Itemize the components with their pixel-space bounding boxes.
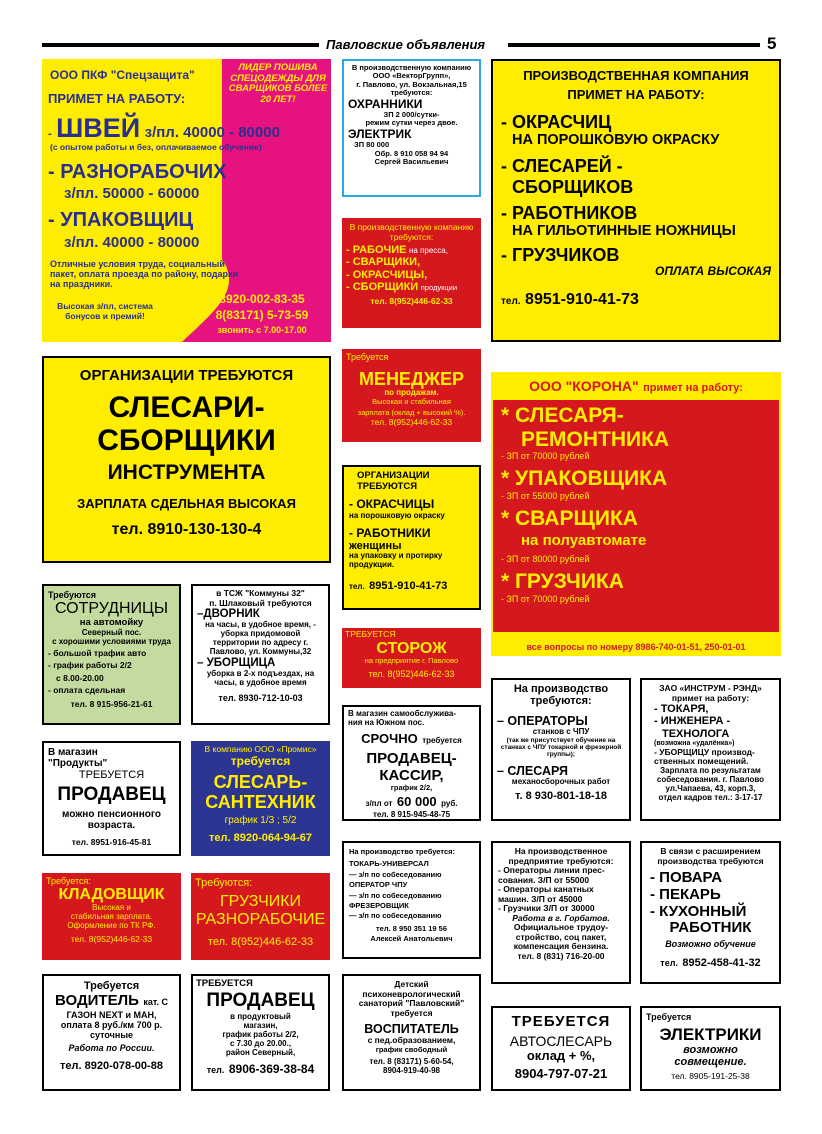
text-line: В магазин: [48, 747, 98, 758]
phone: 8904-797-07-21: [514, 1066, 608, 1082]
job-title: * УПАКОВЩИКА: [501, 467, 668, 491]
heading: ПРИМЕТ НА РАБОТУ:: [567, 86, 705, 102]
ad-gorbatov: [491, 841, 631, 984]
text-line: В производственную компанию требуются:: [349, 222, 474, 242]
job-title: КЛАДОВЩИК: [58, 886, 165, 904]
upakovshchits-pay: з/пл. 40000 - 80000: [64, 234, 200, 251]
text-line: стабильная зарплата.: [70, 911, 153, 921]
text-line: ТРЕБУЕТСЯ: [196, 978, 253, 989]
job-title: ВОДИТЕЛЬ кат. С: [55, 992, 168, 1010]
job-title: - СЛЕСАРЕЙ -: [501, 156, 623, 177]
phone: тел. 8951-910-41-73: [501, 290, 639, 308]
job-title: – СЛЕСАРЯ: [497, 764, 569, 779]
ad-elektriki: [640, 1006, 781, 1091]
job-title: САНТЕХНИК: [205, 792, 316, 813]
bonus-text: Высокая з/пл, система бонусов и премий!: [57, 301, 153, 321]
job-detail: ИНСТРУМЕНТА: [107, 460, 266, 484]
job-title: * ГРУЗЧИКА: [501, 570, 624, 594]
list-item: с 8.00-20.00: [56, 672, 104, 683]
pay: - ЗП от 55000 рублей: [501, 490, 590, 501]
list-item: сования. З/П от 55000: [498, 874, 590, 885]
schedule: график 2/2,: [390, 783, 433, 793]
job-title: - ОКРАСЧИЦЫ: [349, 497, 435, 512]
text-line: Работа по России.: [68, 1043, 155, 1054]
heading: ОРГАНИЗАЦИИ: [357, 470, 430, 481]
list-item: - оплата сдельная: [48, 685, 126, 696]
text-line: ТРЕБУЕТСЯ: [511, 1013, 611, 1030]
text-line: В производственную компанию: [351, 63, 472, 72]
phone: тел. 8 (831) 716-20-00: [517, 950, 605, 961]
phone: тел. 8(952)446-62-33: [368, 668, 455, 679]
leader-slogan: ЛИДЕР ПОШИВА СПЕЦОДЕЖДЫ ДЛЯ СВАРЩИКОВ БОЛЕЕ 20 ЛЕТ!: [228, 62, 328, 105]
text-line: требуется: [230, 753, 291, 768]
text-line: график работы 2/2,: [222, 1029, 299, 1039]
list-item: машин. З/П от 45000: [498, 893, 583, 904]
job-raznorabochikh: - РАЗНОРАБОЧИХ: [48, 161, 227, 183]
job-title: * СВАРЩИКА: [501, 506, 638, 530]
text-line: магазин,: [243, 1020, 278, 1030]
text-line: требуется: [390, 1007, 433, 1018]
text-line: на автомойку: [79, 616, 144, 628]
text-line: режим сутки через двое.: [365, 118, 458, 128]
text-line: "Продукты": [48, 758, 108, 770]
phone: тел. 8930-712-10-03: [218, 692, 303, 703]
job-title: * СЛЕСАРЯ-: [501, 404, 624, 427]
phone-2: 8(83171) 5-73-59: [215, 308, 309, 322]
text-line: с хорошими условиями труда: [52, 636, 171, 646]
text-line: с пед.образованием,: [367, 1035, 456, 1046]
ad-prodavec-kassir: [342, 705, 481, 821]
job-title: СБОРЩИКИ: [97, 424, 276, 458]
job-title: - ОКРАСЧИЦ: [501, 112, 612, 133]
text-line: требуются:: [390, 88, 433, 98]
job-upakovshchits: - УПАКОВЩИЦ: [48, 209, 194, 231]
text-line: требуются:: [530, 695, 592, 708]
job-detail: (так же присутствует обучение на станках с ЧПУ токарной и фрезерной группы);: [500, 736, 622, 759]
job-shvey: - ШВЕЙ з/пл. 40000 - 80000: [48, 113, 280, 143]
contact: Обр. 8 910 058 94 94: [374, 148, 449, 158]
note: Зарплата по результатам собеседования. г. Павлово ул.Чапаева, 43, корп.3,: [656, 765, 765, 793]
ad-tszh: [191, 584, 330, 725]
job-title: – УБОРЩИЦА: [197, 656, 276, 669]
text-line: психоневрологический: [362, 988, 461, 999]
ad-promis: [191, 741, 330, 856]
text-line: суточные: [89, 1030, 134, 1041]
list-item: ТЕХНОЛОГА: [662, 727, 730, 740]
job-line: - СВАРЩИКИ,: [346, 256, 421, 269]
ad-sanatorium: [342, 974, 481, 1091]
job-detail: уборка в 2-х подъездах, на часы, в удобное время: [206, 668, 315, 687]
phone: т. 8 930-801-18-18: [515, 790, 607, 803]
job-title: РАЗНОРАБОЧИЕ: [195, 911, 326, 929]
ad-korona: [491, 372, 781, 656]
phone: тел. 8920-078-00-88: [60, 1059, 163, 1072]
text-line: В магазин самообслужива-: [348, 709, 456, 718]
phone: тел. 8 915-956-21-61: [70, 698, 153, 709]
phone: тел. 8(952)446-62-33: [370, 416, 453, 427]
job-title: СЛЕСАРИ-: [108, 390, 265, 424]
phone-1: 8920-002-83-35: [219, 292, 305, 306]
text-line: совмещение.: [674, 1056, 747, 1069]
text-line: зарплата (оклад + высокий %).: [357, 407, 466, 417]
phone: отдел кадров тел.: 3-17-17: [658, 792, 763, 802]
ad-prodavec-severny: [191, 974, 330, 1091]
call-hours: звонить с 7.00-17.00: [217, 325, 307, 335]
text-line: г. Павлово, ул. Вокзальная,15: [356, 79, 467, 89]
text-line: В компанию ООО «Промис»: [204, 744, 317, 754]
pay: - ЗП от 70000 рублей: [501, 593, 590, 604]
text-line: Требуются: [48, 590, 96, 600]
heading: ТРЕБУЮТСЯ: [357, 480, 418, 492]
ad-instrum-rend: [640, 678, 781, 821]
ad-storozh: [342, 628, 481, 688]
text-line: На производство: [513, 683, 609, 695]
text-line: Высокая и: [92, 902, 131, 912]
text-line: район Северный,: [225, 1047, 296, 1057]
text-line: На производство требуется:: [349, 847, 456, 856]
text-line: п. Шлаковый требуются: [209, 597, 312, 608]
job-detail: станков с ЧПУ: [532, 726, 590, 736]
list-item: - ПЕКАРЬ: [650, 885, 721, 903]
text-line: производства требуются: [657, 855, 764, 866]
job-title: ПРОДАВЕЦ-: [366, 749, 457, 767]
korona-contact-bar: [493, 632, 779, 654]
job-detail: НА ГИЛЬОТИННЫЕ НОЖНИЦЫ: [512, 222, 736, 239]
phone: тел. 8(952)446-62-33: [207, 936, 314, 949]
phone: тел. 8 950 351 19 56: [376, 923, 447, 933]
job-title: ЭЛЕКТРИК: [348, 126, 412, 141]
text-line: Северный пос.: [81, 627, 142, 637]
korona-head-bar: [493, 374, 779, 400]
text-line: в продуктовый: [230, 1011, 291, 1021]
job-title: АВТОСЛЕСАРЬ: [509, 1032, 613, 1049]
ad-povara: [640, 841, 781, 984]
job-title: КАССИР,: [379, 766, 444, 784]
text-line: примет на работу:: [671, 692, 750, 703]
text-line: ЗАО «ИНСТРУМ - РЭНД»: [659, 683, 762, 693]
pay: - ЗП от 80000 рублей: [501, 554, 590, 565]
text-line: Требуется:: [46, 876, 91, 886]
ad-gruzchiki: [191, 873, 330, 960]
list-item: - большой трафик авто: [48, 647, 147, 658]
list-item: - Операторы линии прес-: [498, 865, 605, 876]
list-item: - КУХОННЫЙ: [650, 902, 747, 920]
list-item: - ПОВАРА: [650, 869, 723, 887]
list-item: - УБОРЩИЦУ производ-: [654, 746, 755, 757]
ad-spetszashchita: [42, 59, 331, 342]
job-title: - РАБОТНИКОВ: [501, 202, 638, 223]
job-detail: механосборочных работ: [511, 777, 611, 787]
job-detail: на упаковку и протирку продукции.: [349, 551, 443, 570]
raznorabochikh-pay: з/пл. 50000 - 60000: [64, 185, 200, 202]
text-line: оплата 8 руб./км 700 р.: [60, 1020, 163, 1031]
job-line: - РАБОЧИЕ на пресса,: [346, 244, 448, 257]
text-line: с 7.30 до 20.00.,: [229, 1038, 292, 1048]
job-title: ЭЛЕКТРИКИ: [659, 1025, 762, 1045]
job-title: МЕНЕДЖЕР: [358, 369, 465, 390]
list-item: ственных помещений.: [654, 756, 749, 767]
text-line: по продажам.: [384, 388, 439, 398]
job-title: – ОПЕРАТОРЫ: [497, 713, 588, 728]
list-item: ТОКАРЬ-УНИВЕРСАЛ: [349, 859, 429, 869]
ad-magazin-produkty: [42, 741, 181, 856]
job-title: СБОРЩИКОВ: [512, 176, 634, 197]
text-line: ЗП 80 000: [354, 140, 390, 150]
hire-heading: ПРИМЕТ НА РАБОТУ:: [48, 91, 186, 106]
ad-red-workers: [342, 218, 481, 328]
text-line: санаторий "Павловский": [358, 998, 465, 1009]
ad-voditel: [42, 974, 181, 1091]
text-line: предприятие требуются:: [508, 855, 614, 866]
ad-kladovshik: [42, 873, 181, 960]
job-detail: НА ПОРОШКОВУЮ ОКРАСКУ: [512, 132, 720, 149]
pay: - ЗП от 70000 рублей: [501, 451, 590, 462]
phone: тел. 8951-916-45-81: [71, 837, 152, 848]
phone: тел. 8905-191-25-38: [671, 1070, 750, 1081]
list-item: - график работы 2/2: [48, 660, 132, 671]
company-name: ООО ПКФ "Спецзащита": [50, 68, 195, 82]
job-title: РЕМОНТНИКА: [521, 427, 670, 451]
job-line: - ОКРАСЧИЦЫ,: [346, 268, 428, 281]
note: Возможно обучение: [665, 939, 756, 950]
text-line: Высокая и стабильная: [372, 397, 451, 407]
list-item: РАБОТНИК: [669, 919, 752, 937]
text-line: В связи с расширением: [660, 846, 761, 856]
job-title: ПРОДАВЕЦ: [57, 783, 166, 805]
job-detail: на порошковую окраску: [349, 510, 445, 520]
phone: тел. 8910-130-130-4: [111, 521, 262, 539]
job-title: СЛЕСАРЬ-: [213, 771, 308, 792]
schedule: график 1/3 ; 5/2: [224, 815, 297, 827]
text-line: ния на Южном пос.: [348, 717, 425, 727]
text-line: СРОЧНО требуется: [361, 730, 462, 746]
list-item: - ИНЖЕНЕРА -: [654, 715, 731, 728]
ad-sotrudnitsy: [42, 584, 181, 725]
ad-avtoslesar: [491, 1006, 631, 1091]
page-number: 5: [767, 34, 777, 53]
pay: ОПЛАТА ВЫСОКАЯ: [655, 264, 771, 279]
phone: тел. 8 (83171) 5-60-54,: [369, 1056, 454, 1066]
job-title: - ГРУЗЧИКОВ: [501, 245, 620, 266]
job-detail: женщины: [349, 540, 402, 553]
list-item: - Грузчики З/П от 30000: [498, 903, 595, 914]
phone: 8904-919-40-98: [383, 1065, 440, 1075]
job-title: –ДВОРНИК: [197, 608, 260, 621]
text-line: Детский: [394, 979, 429, 989]
pay: оклад + %,: [526, 1048, 596, 1064]
ad-operators-chpu: [491, 678, 631, 821]
job-title: ВОСПИТАТЕЛЬ: [364, 1022, 459, 1037]
pay: ЗАРПЛАТА СДЕЛЬНАЯ ВЫСОКАЯ: [77, 495, 296, 511]
text-line: можно пенсионного: [61, 808, 162, 820]
list-item: — з/п по собеседованию: [349, 911, 442, 921]
job-title: СТОРОЖ: [376, 639, 447, 657]
phone: тел. 8(952)446-62-33: [70, 933, 153, 944]
job-title: ГРУЗЧИКИ: [219, 893, 302, 911]
phone: тел. 8(952)446-62-33: [370, 296, 453, 307]
person: Сергей Васильевич: [374, 157, 449, 166]
ad-tokar-universal: [342, 841, 481, 959]
text-line: Требуются:: [195, 877, 253, 889]
hire-heading: примет на работу:: [643, 382, 743, 394]
text-line: ООО «ВекторГрупп»,: [372, 71, 451, 81]
text-line: на предприятие г. Павлово: [364, 656, 459, 666]
text-line: компенсация бензина.: [513, 941, 609, 952]
ad-slesari-sborshchiki: [42, 356, 331, 563]
list-item: - ТОКАРЯ,: [654, 703, 709, 716]
shvey-note: (с опытом работы и без, оплачиваемое обучение): [50, 142, 262, 152]
list-item: ОПЕРАТОР ЧПУ: [349, 880, 408, 890]
contact: все вопросы по номеру 8986-740-01-51, 250-01-01: [526, 642, 746, 652]
header-rule-left: [42, 43, 319, 47]
list-item: (возможна «удалёнка»): [654, 739, 735, 747]
list-item: — з/п по собеседованию: [349, 890, 442, 900]
text-line: Оформление по ТК РФ.: [67, 920, 156, 930]
job-title: ПРОДАВЕЦ: [206, 989, 315, 1011]
ad-manager: [342, 349, 481, 442]
text-line: возраста.: [87, 820, 136, 832]
heading: ПРОИЗВОДСТВЕННАЯ КОМПАНИЯ: [523, 68, 749, 83]
text-line: ТРЕБУЕТСЯ: [345, 629, 396, 639]
job-detail: на полуавтомате: [521, 532, 647, 550]
job-detail: на часы, в удобное время, - уборка придомовой территории по адресу г. Павлово, ул. Коммуны,32: [205, 619, 316, 656]
job-title: СОТРУДНИЦЫ: [54, 600, 169, 618]
text-line: Требуется: [346, 352, 389, 362]
text-line: ГАЗОН NEXT и МАН,: [66, 1010, 157, 1021]
phone: тел. 8 915-945-48-75: [372, 809, 451, 819]
phone: тел. 8920-064-94-67: [209, 832, 312, 845]
ad-vektor: [342, 59, 481, 197]
list-item: — з/п по собеседованию: [349, 869, 442, 879]
text-line: стройство, соц пакет,: [515, 931, 607, 942]
phone: тел. 8906-369-38-84: [206, 1061, 315, 1076]
job-title: ОХРАННИКИ: [348, 96, 423, 111]
phone: тел. 8952-458-41-32: [660, 957, 761, 970]
company-name: ООО "КОРОНА": [529, 378, 639, 394]
header-rule-right: [508, 43, 760, 47]
ad-production-company: [491, 59, 781, 342]
text-line: ЗП 2 000/сутки-: [383, 110, 440, 119]
job-line: - СБОРЩИКИ продукции: [346, 280, 458, 293]
person: Алексей Анатольевич: [370, 934, 453, 944]
text-line: Официальное трудоу-: [513, 922, 609, 933]
list-item: ФРЕЗЕРОВЩИК: [349, 900, 409, 910]
text-line: На производственное: [514, 846, 608, 856]
text-line: ТРЕБУЕТСЯ: [78, 769, 145, 782]
job-title: - РАБОТНИКИ: [349, 525, 431, 540]
conditions-text: Отличные условия труда, социальный пакет, оплата проезда по району, подарки на праздники.: [50, 259, 239, 290]
text-line: Требуется: [646, 1012, 692, 1022]
pay: з/пл от 60 000 руб.: [365, 793, 458, 809]
phone: тел. 8951-910-41-73: [349, 580, 448, 593]
location: Работа в г. Горбатов.: [512, 912, 610, 923]
heading: ОРГАНИЗАЦИИ ТРЕБУЮТСЯ: [79, 367, 294, 384]
text-line: в ТСЖ "Коммуны 32": [216, 588, 305, 598]
text-line: Требуется: [83, 980, 140, 992]
ad-org-okraschitsy: [342, 465, 481, 610]
list-item: - Операторы канатных: [498, 884, 594, 895]
page-header-title: Павловские объявления: [326, 37, 486, 52]
text-line: возможно: [683, 1044, 738, 1057]
text-line: график свободный: [375, 1044, 448, 1054]
